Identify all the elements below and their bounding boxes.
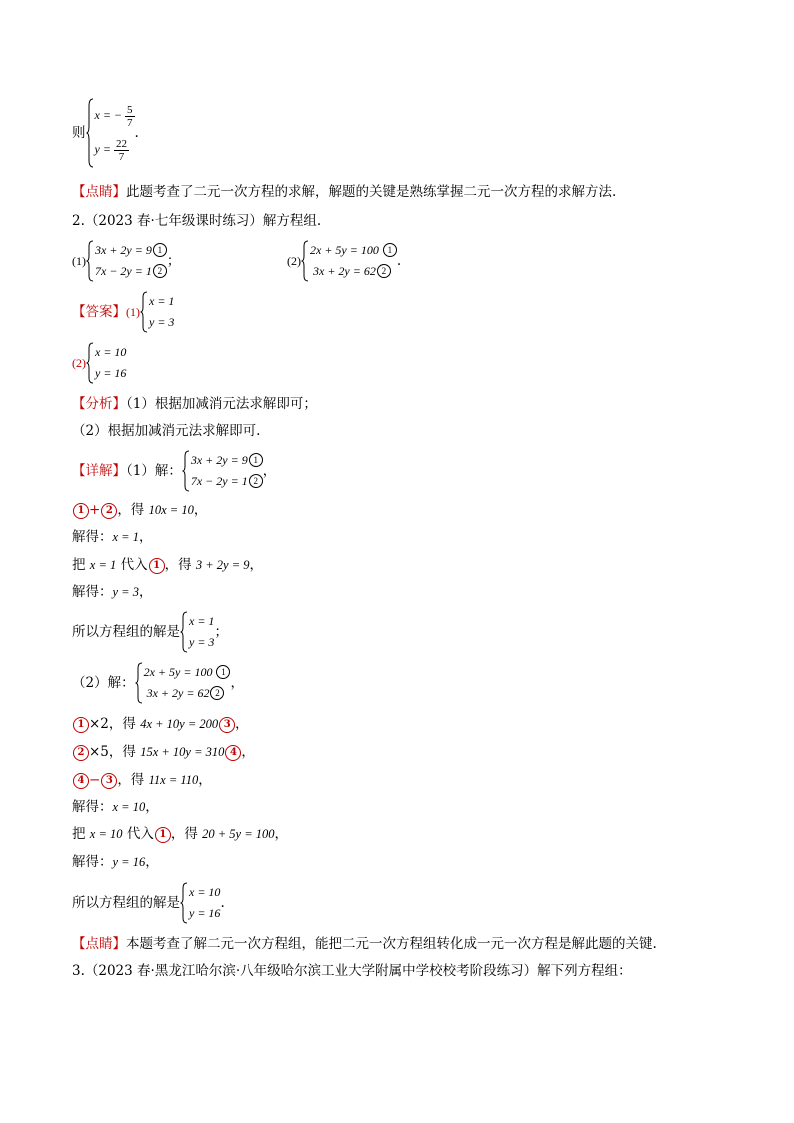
point-text: 本题考查了解二元一次方程组，能把二元一次方程组转化成一元一次方程是解此题的关键. bbox=[126, 936, 657, 952]
brace-icon bbox=[140, 291, 148, 333]
part-label: (2) bbox=[287, 254, 301, 268]
circled-one-icon: 1 bbox=[149, 558, 165, 574]
circled-one-icon: 1 bbox=[249, 453, 263, 467]
circled-two-icon: 2 bbox=[377, 264, 391, 278]
circled-four-icon: 4 bbox=[73, 773, 89, 789]
detail-result-2: 所以方程组的解是 x = 10 y = 16 . bbox=[72, 882, 225, 924]
question-2-title bbox=[72, 212, 321, 230]
detail-step-substitute-1: 把 x = 1 代入 1 ，得 3 + 2y = 9， bbox=[72, 557, 264, 573]
brace-icon bbox=[180, 611, 188, 653]
circled-two-icon: 2 bbox=[73, 745, 89, 761]
detail-step-substitute-2: 把 x = 10 代入 1 ，得 20 + 5y = 100， bbox=[72, 826, 289, 842]
circled-one-icon: 1 bbox=[216, 665, 230, 679]
circled-one-icon: 1 bbox=[155, 827, 171, 843]
circled-one-icon: 1 bbox=[73, 717, 89, 733]
detail-tag: 【详解】 bbox=[72, 463, 126, 479]
point-tag: 【点睛】 bbox=[72, 184, 126, 200]
detail-step-multiply-2: 2 ×5，得 15x + 10y = 310 4 ， bbox=[72, 743, 255, 761]
detail-system-1: 3x + 2y = 9 1 7x − 2y = 1 2 bbox=[182, 450, 263, 492]
answer-block-1: 【答案】(1) x = 1 y = 3 bbox=[72, 291, 174, 333]
intro-system bbox=[86, 98, 135, 168]
detail-result-system-2: x = 10 y = 16 bbox=[180, 882, 220, 924]
analysis-line-1: 【分析】（1）根据加减消元法求解即可； bbox=[72, 396, 317, 412]
circled-one-icon: 1 bbox=[73, 503, 89, 519]
detail-step-subtract: 4 − 3 ，得 11x = 110， bbox=[72, 771, 212, 789]
question-2-systems: (1) 3x + 2y = 9 1 7x − 2y = 1 2 ； bbox=[72, 240, 180, 282]
point-note-2 bbox=[72, 935, 657, 953]
detail-step-solve-x-2: 解得：x = 10， bbox=[72, 799, 159, 815]
circled-two-icon: 2 bbox=[153, 264, 167, 278]
detail-step-solve-y-2: 解得：y = 16， bbox=[72, 854, 159, 870]
detail-step-solve-y: 解得：y = 3， bbox=[72, 584, 153, 600]
detail-system-2: 2x + 5y = 100 1 3x + 2y = 62 2 bbox=[135, 662, 231, 704]
brace-icon bbox=[180, 882, 188, 924]
detail-result-system-1: x = 1 y = 3 bbox=[180, 611, 214, 653]
circled-three-icon: 3 bbox=[219, 717, 235, 733]
question-title: 3.（2023 春·黑龙江哈尔滨·八年级哈尔滨工业大学附属中学校校考阶段练习）解下列方程组： bbox=[72, 963, 632, 979]
point-text: 此题考查了二元一次方程的求解，解题的关键是熟练掌握二元一次方程的求解方法. bbox=[126, 184, 617, 200]
circled-four-icon: 4 bbox=[225, 745, 241, 761]
question-title: 2.（2023 春·七年级课时练习）解方程组. bbox=[72, 213, 322, 229]
brace-icon bbox=[86, 342, 94, 384]
detail-result-1: 所以方程组的解是 x = 1 y = 3 ； bbox=[72, 611, 228, 653]
fraction: $\frac{22}{7}$ bbox=[115, 137, 127, 163]
detail-part-1-intro: 【详解】（1）解： 3x + 2y = 9 1 7x − 2y = 1 2 ， bbox=[72, 450, 276, 492]
point-tag: 【点睛】 bbox=[72, 936, 126, 952]
intro-suffix: . bbox=[134, 125, 139, 141]
detail-step-add: 1 + 2 ，得 10x = 10， bbox=[72, 501, 207, 519]
circled-two-icon: 2 bbox=[210, 686, 224, 700]
question-2-part-2: (2) 2x + 5y = 100 1 3x + 2y = 62 2 . bbox=[287, 240, 401, 282]
circled-one-icon: 1 bbox=[153, 243, 167, 257]
point-note-1 bbox=[72, 183, 616, 201]
answer-tag: 【答案】 bbox=[72, 304, 126, 320]
detail-part-2-intro: （2）解： 2x + 5y = 100 1 3x + 2y = 62 2 ， bbox=[72, 662, 244, 704]
fraction: $\frac{5}{7}$ bbox=[127, 103, 133, 129]
circled-two-icon: 2 bbox=[101, 503, 117, 519]
answer-block-2: (2) x = 10 y = 16 bbox=[72, 342, 126, 384]
intro-prefix: 则 bbox=[72, 125, 86, 141]
question-system-2: 2x + 5y = 100 1 3x + 2y = 62 2 bbox=[301, 240, 397, 282]
brace-icon bbox=[135, 662, 143, 704]
circled-one-icon: 1 bbox=[383, 243, 397, 257]
detail-step-solve-x: 解得：x = 1， bbox=[72, 529, 153, 545]
answer-system-2: x = 10 y = 16 bbox=[86, 342, 126, 384]
analysis-tag: 【分析】 bbox=[72, 396, 126, 412]
brace-icon bbox=[86, 98, 94, 168]
analysis-line-2: （2）根据加减消元法求解即可. bbox=[72, 423, 261, 439]
circled-two-icon: 2 bbox=[249, 474, 263, 488]
brace-icon bbox=[86, 240, 94, 282]
brace-icon bbox=[182, 450, 190, 492]
circled-three-icon: 3 bbox=[101, 773, 117, 789]
part-label: (1) bbox=[72, 254, 86, 268]
detail-step-multiply-1: 1 ×2，得 4x + 10y = 200 3 ， bbox=[72, 715, 249, 733]
intro-solution bbox=[72, 98, 139, 168]
intro-row1-lhs: x = − bbox=[94, 108, 123, 122]
answer-system-1: x = 1 y = 3 bbox=[140, 291, 174, 333]
question-3-title bbox=[72, 962, 632, 980]
intro-row2-lhs: y = bbox=[94, 142, 111, 156]
brace-icon bbox=[301, 240, 309, 282]
question-system-1: 3x + 2y = 9 1 7x − 2y = 1 2 bbox=[86, 240, 167, 282]
